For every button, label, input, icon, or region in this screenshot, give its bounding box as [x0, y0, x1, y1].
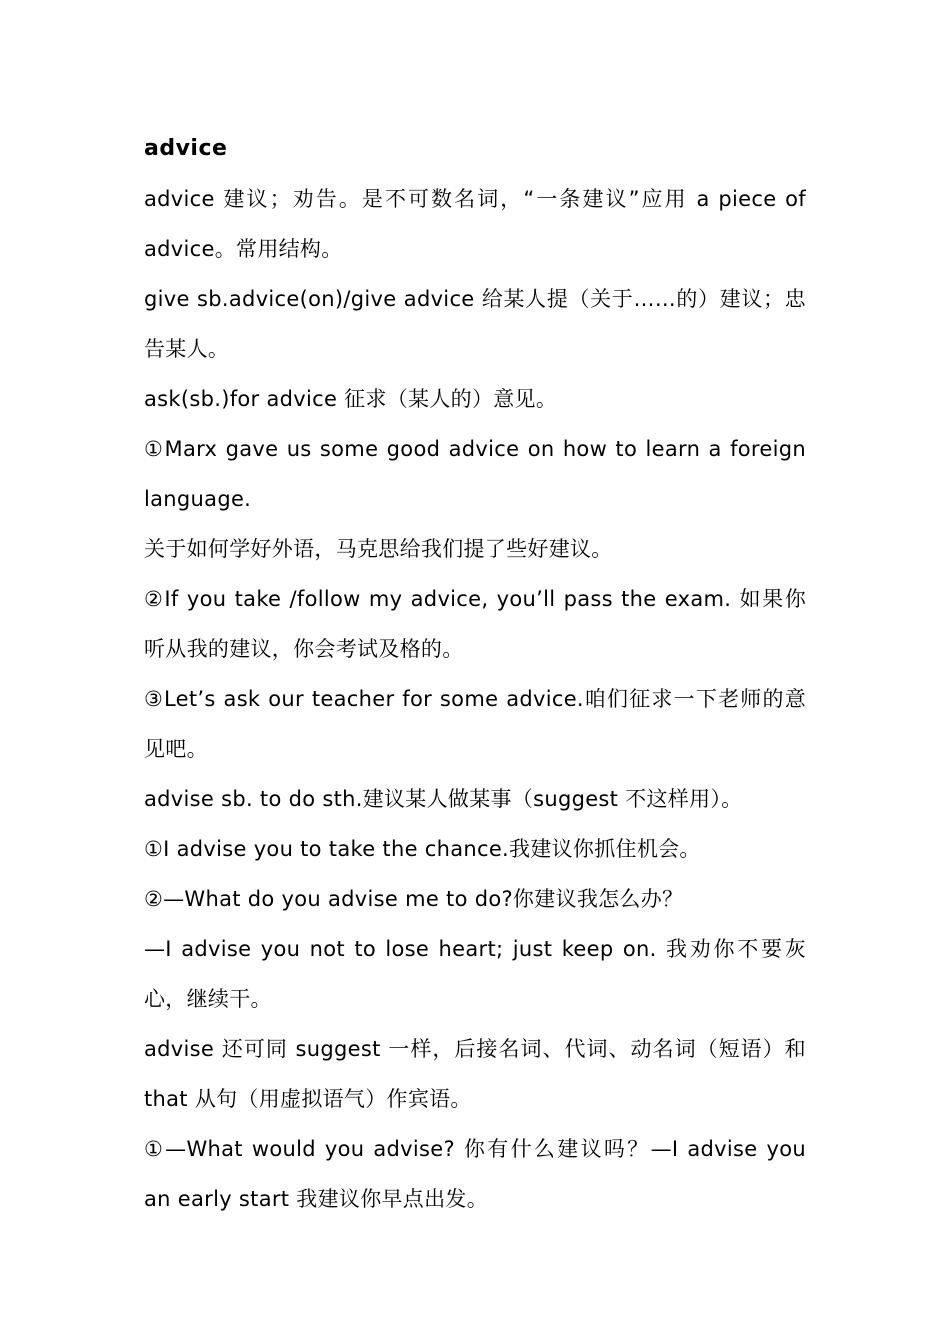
- paragraph-definition: advice 建议；劝告。是不可数名词，“一条建议”应用 a piece of advice。常用结构。: [144, 187, 806, 261]
- example-sentence-1: ①Marx gave us some good advice on how to learn a foreign language.: [144, 437, 806, 511]
- example-sentence-2: ②If you take /follow my advice, you’ll pass the exam. 如果你听从我的建议，你会考试及格的。: [144, 587, 806, 661]
- example-sentence-3: ③Let’s ask our teacher for some advice.咱们征求一下老师的意见吧。: [144, 687, 806, 761]
- document-page: [144, 124, 806, 1224]
- paragraph-advise-usage: advise 还可同 suggest 一样，后接名词、代词、动名词（短语）和 that 从句（用虚拟语气）作宾语。: [144, 1037, 806, 1111]
- example-sentence-4: ①I advise you to take the chance.我建议你抓住机会。: [144, 837, 701, 861]
- paragraph-advise-sb-to-do: advise sb. to do sth.建议某人做某事（suggest 不这样用）。: [144, 787, 743, 811]
- example-translation-1: 关于如何学好外语，马克思给我们提了些好建议。: [144, 537, 613, 561]
- document-title: advice: [144, 136, 228, 161]
- example-sentence-5: ②—What do you advise me to do?你建议我怎么办？: [144, 887, 684, 911]
- example-sentence-6: —I advise you not to lose heart; just keep on. 我劝你不要灰心，继续干。: [144, 937, 806, 1011]
- example-sentence-7: ①—What would you advise? 你有什么建议吗？—I advise you an early start 我建议你早点出发。: [144, 1137, 806, 1211]
- paragraph-give-advice: give sb.advice(on)/give advice 给某人提（关于……的）建议；忠告某人。: [144, 287, 806, 361]
- paragraph-ask-for-advice: ask(sb.)for advice 征求（某人的）意见。: [144, 387, 558, 411]
